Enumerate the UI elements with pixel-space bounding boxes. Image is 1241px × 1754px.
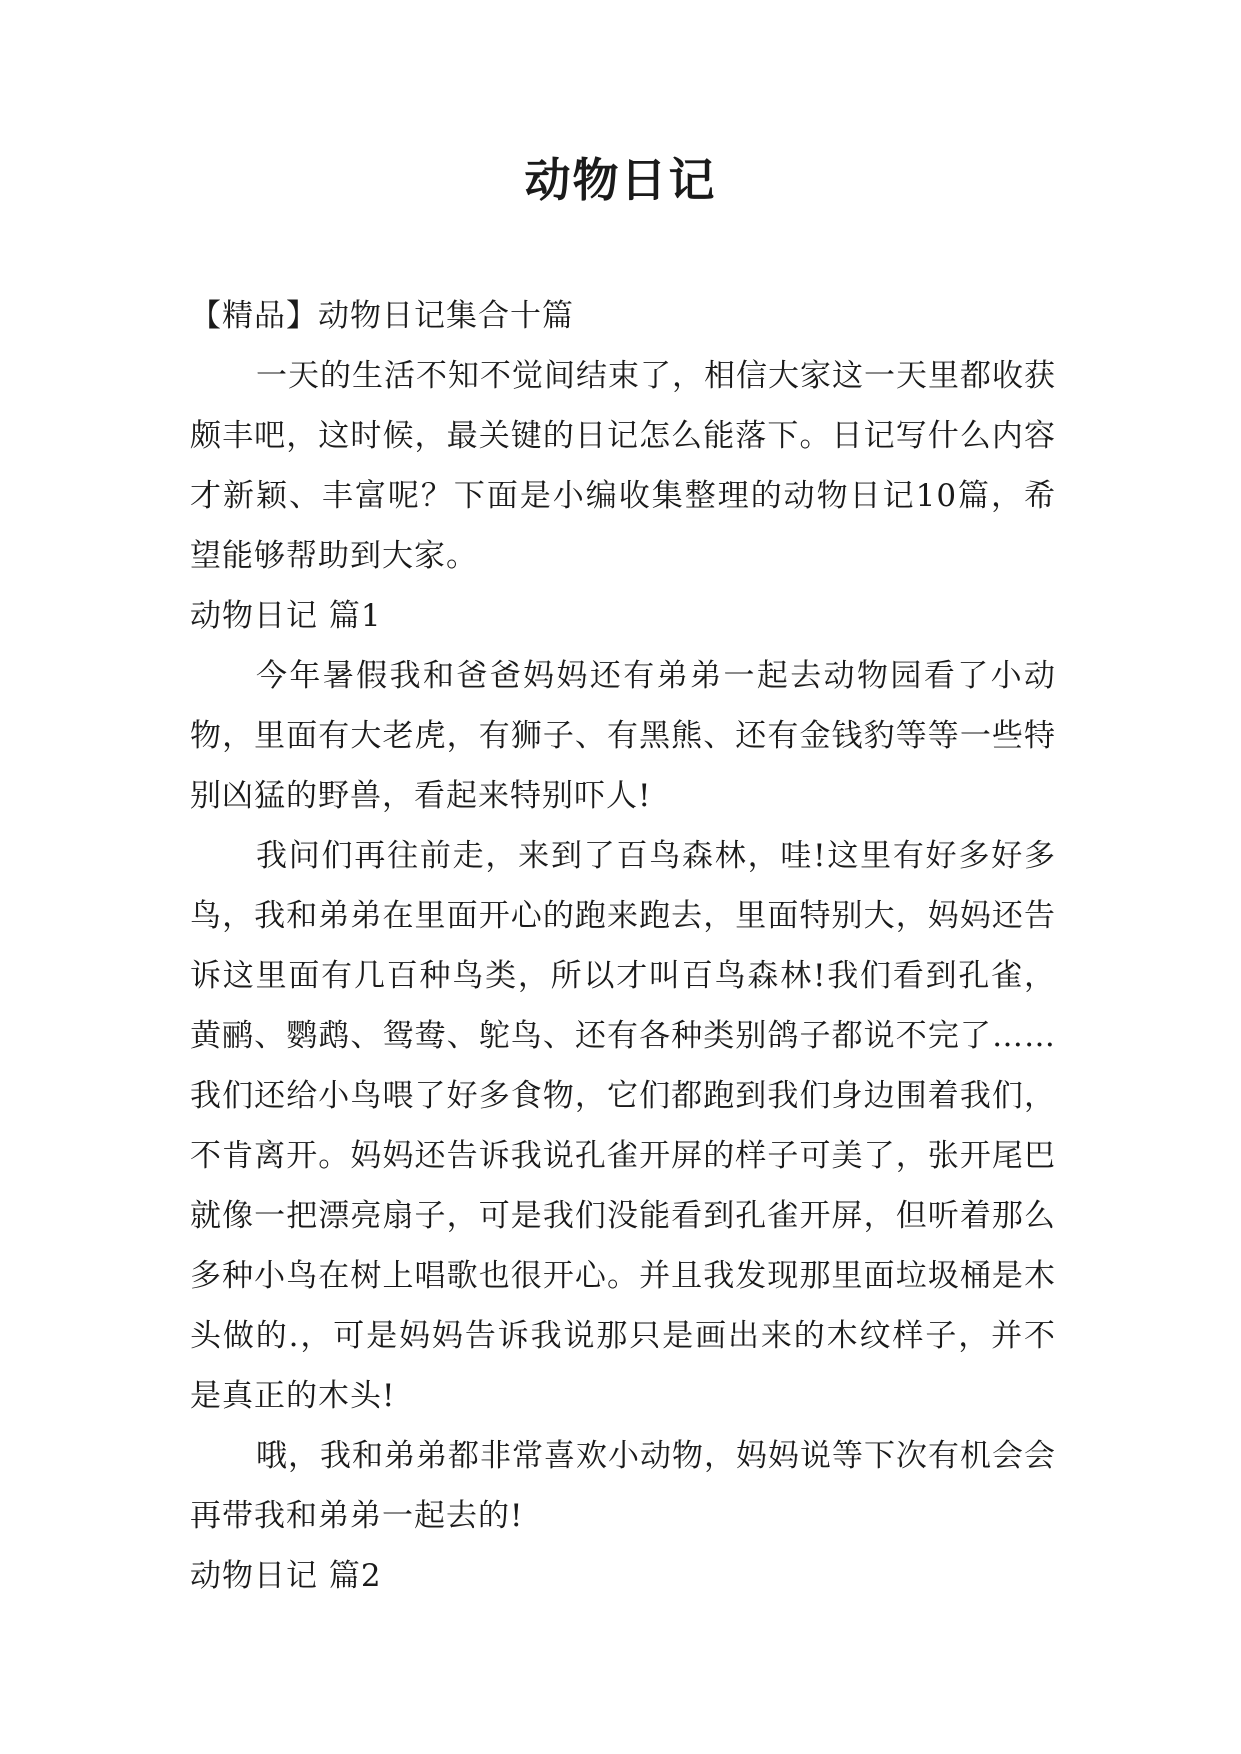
section-1-paragraph-3: 哦，我和弟弟都非常喜欢小动物，妈妈说等下次有机会会再带我和弟弟一起去的!	[190, 1438, 1056, 1534]
section-heading-2: 动物日记 篇2	[190, 1558, 382, 1594]
document-body	[190, 286, 1056, 1606]
document-subtitle: 【精品】动物日记集合十篇	[190, 298, 574, 334]
section-heading-1: 动物日记 篇1	[190, 598, 382, 634]
page-title: 动物日记	[524, 153, 717, 207]
section-1-paragraph-1: 今年暑假我和爸爸妈妈还有弟弟一起去动物园看了小动物，里面有大老虎，有狮子、有黑熊、还有金钱豹等等一些特别凶猛的野兽，看起来特别吓人!	[190, 658, 1056, 814]
section-1-paragraph-2: 我问们再往前走，来到了百鸟森林，哇!这里有好多好多鸟，我和弟弟在里面开心的跑来跑去，里面特别大，妈妈还告诉这里面有几百种鸟类，所以才叫百鸟森林!我们看到孔雀，黄鹂、鹦鹉、鸳鸯、鸵鸟、还有各种类别鸽子都说不完了……我们还给小鸟喂了好多食物，它们都跑到我们身边围着我们，不肯离开。妈妈还告诉我说孔雀开屏的样子可美了，张开尾巴就像一把漂亮扇子，可是我们没能看到孔雀开屏，但听着那么多种小鸟在树上唱歌也很开心。并且我发现那里面垃圾桶是木头做的.，可是妈妈告诉我说那只是画出来的木纹样子，并不是真正的木头!	[190, 838, 1056, 1414]
intro-paragraph: 一天的生活不知不觉间结束了，相信大家这一天里都收获颇丰吧，这时候，最关键的日记怎么能落下。日记写什么内容才新颖、丰富呢？下面是小编收集整理的动物日记10篇，希望能够帮助到大家。	[190, 358, 1056, 574]
